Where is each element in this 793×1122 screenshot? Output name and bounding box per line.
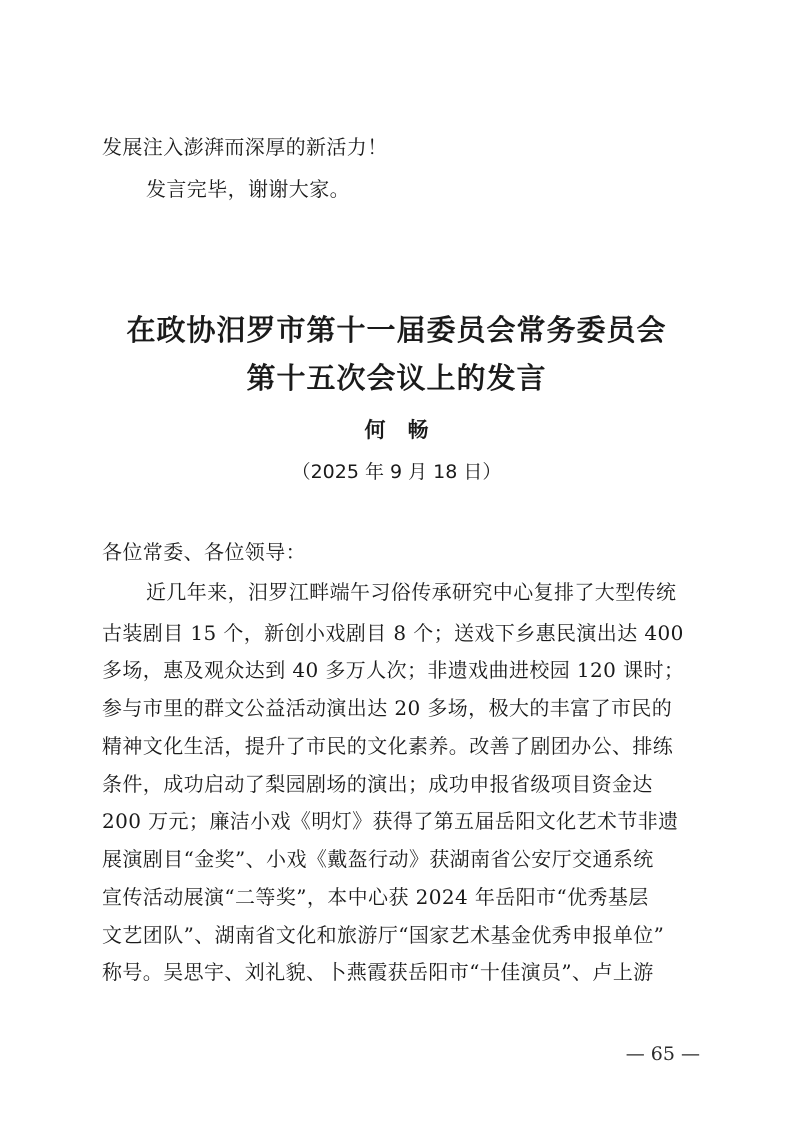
speech-title-line-2: 第十五次会议上的发言 [246, 361, 547, 395]
continuation-line: 发展注入澎湃而深厚的新活力！ [102, 135, 388, 159]
paragraph-line: 条件，成功启动了梨园剧场的演出；成功申报省级项目资金达 [102, 772, 653, 796]
salutation: 各位常委、各位领导： [102, 540, 306, 564]
paragraph-line: 展演剧目“金奖”、小戏《戴盔行动》获湖南省公安厅交通系统 [102, 847, 654, 871]
closing-line: 发言完毕，谢谢大家。 [146, 177, 350, 201]
paragraph-line: 精神文化生活，提升了市民的文化素养。改善了剧团办公、排练 [102, 734, 674, 758]
author-name: 何畅 [364, 418, 451, 442]
paragraph-line: 200 万元；廉洁小戏《明灯》获得了第五届岳阳文化艺术节非遗 [102, 809, 679, 833]
paragraph-line: 宣传活动展演“二等奖”，本中心获 2024 年岳阳市“优秀基层 [102, 885, 649, 909]
paragraph-line: 称号。吴思宇、刘礼貌、卜燕霞获岳阳市“十佳演员”、卢上游 [102, 960, 654, 984]
paragraph-line: 文艺团队”、湖南省文化和旅游厅“国家艺术基金优秀申报单位” [102, 923, 665, 947]
page-number: — 65 — [625, 1043, 700, 1065]
paragraph-line: 参与市里的群文公益活动演出达 20 多场，极大的丰富了市民的 [102, 696, 673, 720]
speech-date: （2025 年 9 月 18 日） [291, 461, 502, 483]
speech-title-line-1: 在政协汨罗市第十一届委员会常务委员会 [126, 313, 667, 347]
paragraph-line: 古装剧目 15 个，新创小戏剧目 8 个；送戏下乡惠民演出达 400 [102, 621, 684, 645]
paragraph-line: 近几年来，汨罗江畔端午习俗传承研究中心复排了大型传统 [146, 580, 677, 604]
paragraph-line: 多场，惠及观众达到 40 多万人次；非遗戏曲进校园 120 课时； [102, 658, 685, 682]
